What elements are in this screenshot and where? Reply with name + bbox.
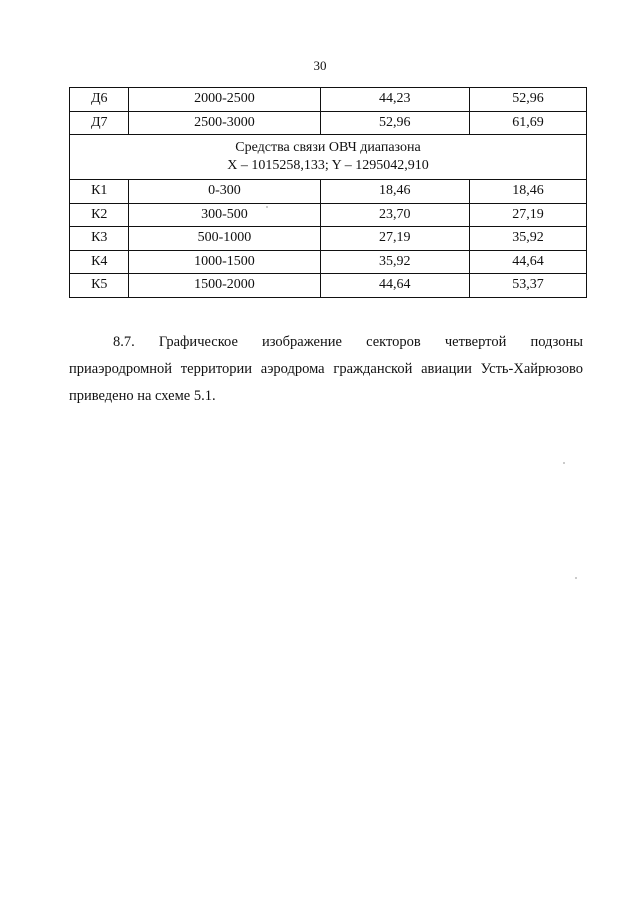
value-b-cell: 27,19	[470, 203, 587, 227]
value-b-cell: 18,46	[470, 180, 587, 204]
value-b-cell: 61,69	[470, 111, 587, 135]
group-header-cell	[70, 135, 587, 180]
sector-id-cell: Д6	[70, 88, 129, 112]
group-header-row	[70, 135, 587, 180]
table-row	[70, 111, 587, 135]
value-a-cell: 23,70	[320, 203, 470, 227]
value-a-cell: 35,92	[320, 250, 470, 274]
sector-id-cell: К3	[70, 227, 129, 251]
range-cell: 1000-1500	[129, 250, 320, 274]
value-a-cell: 18,46	[320, 180, 470, 204]
table-row	[70, 227, 587, 251]
range-cell: 2000-2500	[129, 88, 320, 112]
range-cell: 2500-3000	[129, 111, 320, 135]
table-row	[70, 203, 587, 227]
table-row	[70, 88, 587, 112]
range-cell: 500-1000	[129, 227, 320, 251]
group-coordinates: X – 1015258,133; Y – 1295042,910	[227, 158, 429, 173]
value-a-cell: 52,96	[320, 111, 470, 135]
table-row	[70, 274, 587, 298]
sector-id-cell: Д7	[70, 111, 129, 135]
sector-id-cell: К5	[70, 274, 129, 298]
value-b-cell: 35,92	[470, 227, 587, 251]
value-b-cell: 52,96	[470, 88, 587, 112]
sector-id-cell: К4	[70, 250, 129, 274]
body-paragraph: 8.7. Графическое изображение секторов четвертой подзоны приаэродромной территории аэродрома гражданской авиации Усть-Хайрюзово приведено на схеме 5.1.	[69, 333, 583, 404]
page-number: 30	[313, 58, 327, 73]
scan-speck	[575, 577, 577, 579]
scan-speck	[563, 462, 565, 464]
value-b-cell: 44,64	[470, 250, 587, 274]
value-b-cell: 53,37	[470, 274, 587, 298]
table-row	[70, 180, 587, 204]
range-cell: 0-300	[129, 180, 320, 204]
value-a-cell: 44,64	[320, 274, 470, 298]
range-cell: 300-500	[129, 203, 320, 227]
sector-table	[69, 87, 587, 298]
range-cell: 1500-2000	[129, 274, 320, 298]
value-a-cell: 44,23	[320, 88, 470, 112]
value-a-cell: 27,19	[320, 227, 470, 251]
sector-id-cell: К2	[70, 203, 129, 227]
sector-id-cell: К1	[70, 180, 129, 204]
scan-speck	[266, 206, 268, 208]
group-title: Средства связи ОВЧ диапазона	[235, 140, 421, 155]
table-row	[70, 250, 587, 274]
